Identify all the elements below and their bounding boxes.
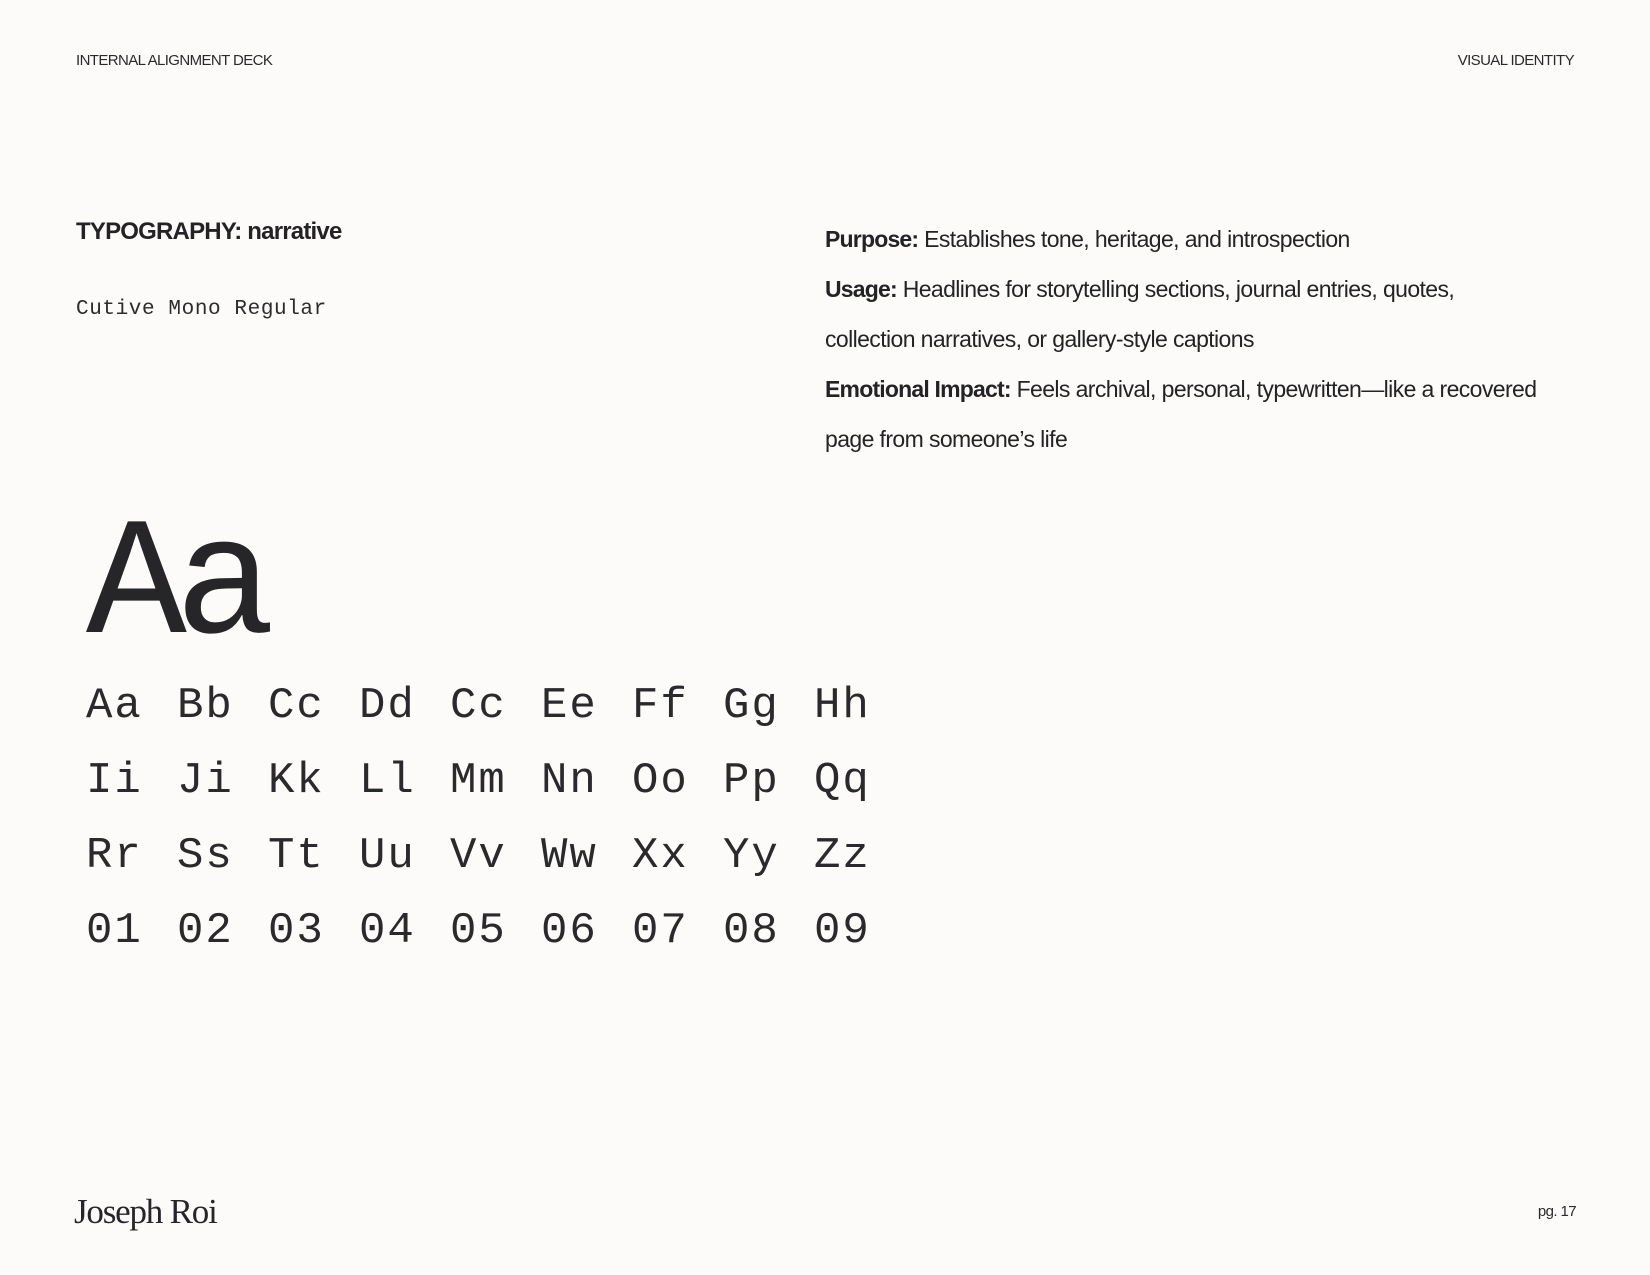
glyph-pair: Ji <box>177 756 234 806</box>
type-specimen-large: Aa <box>86 493 264 683</box>
glyph-pair: 06 <box>541 906 598 956</box>
glyph-pair: Kk <box>268 756 325 806</box>
glyph-pair: Oo <box>632 756 689 806</box>
typography-description <box>825 214 1545 464</box>
glyph-pair: Cc <box>450 681 507 731</box>
page-number: pg. 17 <box>1537 1203 1576 1220</box>
glyph-pair: Ww <box>541 831 598 881</box>
glyph-pair: Ff <box>632 681 689 731</box>
glyph-pair: Mm <box>450 756 507 806</box>
glyph-pair: Nn <box>541 756 598 806</box>
glyph-pair: Ee <box>541 681 598 731</box>
glyph-pair: Yy <box>723 831 780 881</box>
purpose-paragraph <box>825 214 1545 264</box>
brand-logo: Joseph Roi <box>74 1192 217 1231</box>
glyph-pair: 07 <box>632 906 689 956</box>
glyph-pair: Xx <box>632 831 689 881</box>
glyph-pair: Dd <box>359 681 416 731</box>
glyph-pair: 04 <box>359 906 416 956</box>
glyph-pair: Qq <box>814 756 871 806</box>
glyph-pair: Vv <box>450 831 507 881</box>
glyph-pair: Hh <box>814 681 871 731</box>
impact-paragraph <box>825 364 1545 464</box>
glyph-pair: Pp <box>723 756 780 806</box>
glyph-pair: Zz <box>814 831 871 881</box>
glyph-pair: Ll <box>359 756 416 806</box>
glyph-pair: Rr <box>86 831 143 881</box>
deck-label: INTERNAL ALIGNMENT DECK <box>76 52 273 69</box>
glyph-pair: 01 <box>86 906 143 956</box>
glyph-grid <box>86 676 905 976</box>
glyph-pair: Tt <box>268 831 325 881</box>
glyph-pair: 03 <box>268 906 325 956</box>
usage-label: Usage: <box>825 276 897 302</box>
glyph-pair: 08 <box>723 906 780 956</box>
glyph-pair: Ss <box>177 831 234 881</box>
purpose-label: Purpose: <box>825 226 919 252</box>
glyph-pair: Gg <box>723 681 780 731</box>
glyph-pair: 09 <box>814 906 871 956</box>
glyph-pair: Uu <box>359 831 416 881</box>
glyph-pair: Aa <box>86 681 143 731</box>
glyph-pair: 02 <box>177 906 234 956</box>
glyph-pair: Ii <box>86 756 143 806</box>
impact-text: Feels archival, personal, typewritten—like a recovered page from someone’s life <box>825 376 1537 452</box>
glyph-pair: 05 <box>450 906 507 956</box>
glyph-pair: Bb <box>177 681 234 731</box>
usage-paragraph <box>825 264 1545 364</box>
usage-text: Headlines for storytelling sections, journal entries, quotes, collection narratives, or gallery-style captions <box>825 276 1455 352</box>
purpose-text: Establishes tone, heritage, and introspection <box>924 226 1350 252</box>
font-name: Cutive Mono Regular <box>76 298 327 321</box>
glyph-pair: Cc <box>268 681 325 731</box>
page-title: TYPOGRAPHY: narrative <box>76 218 342 245</box>
section-label: VISUAL IDENTITY <box>1457 52 1574 69</box>
impact-label: Emotional Impact: <box>825 376 1011 402</box>
